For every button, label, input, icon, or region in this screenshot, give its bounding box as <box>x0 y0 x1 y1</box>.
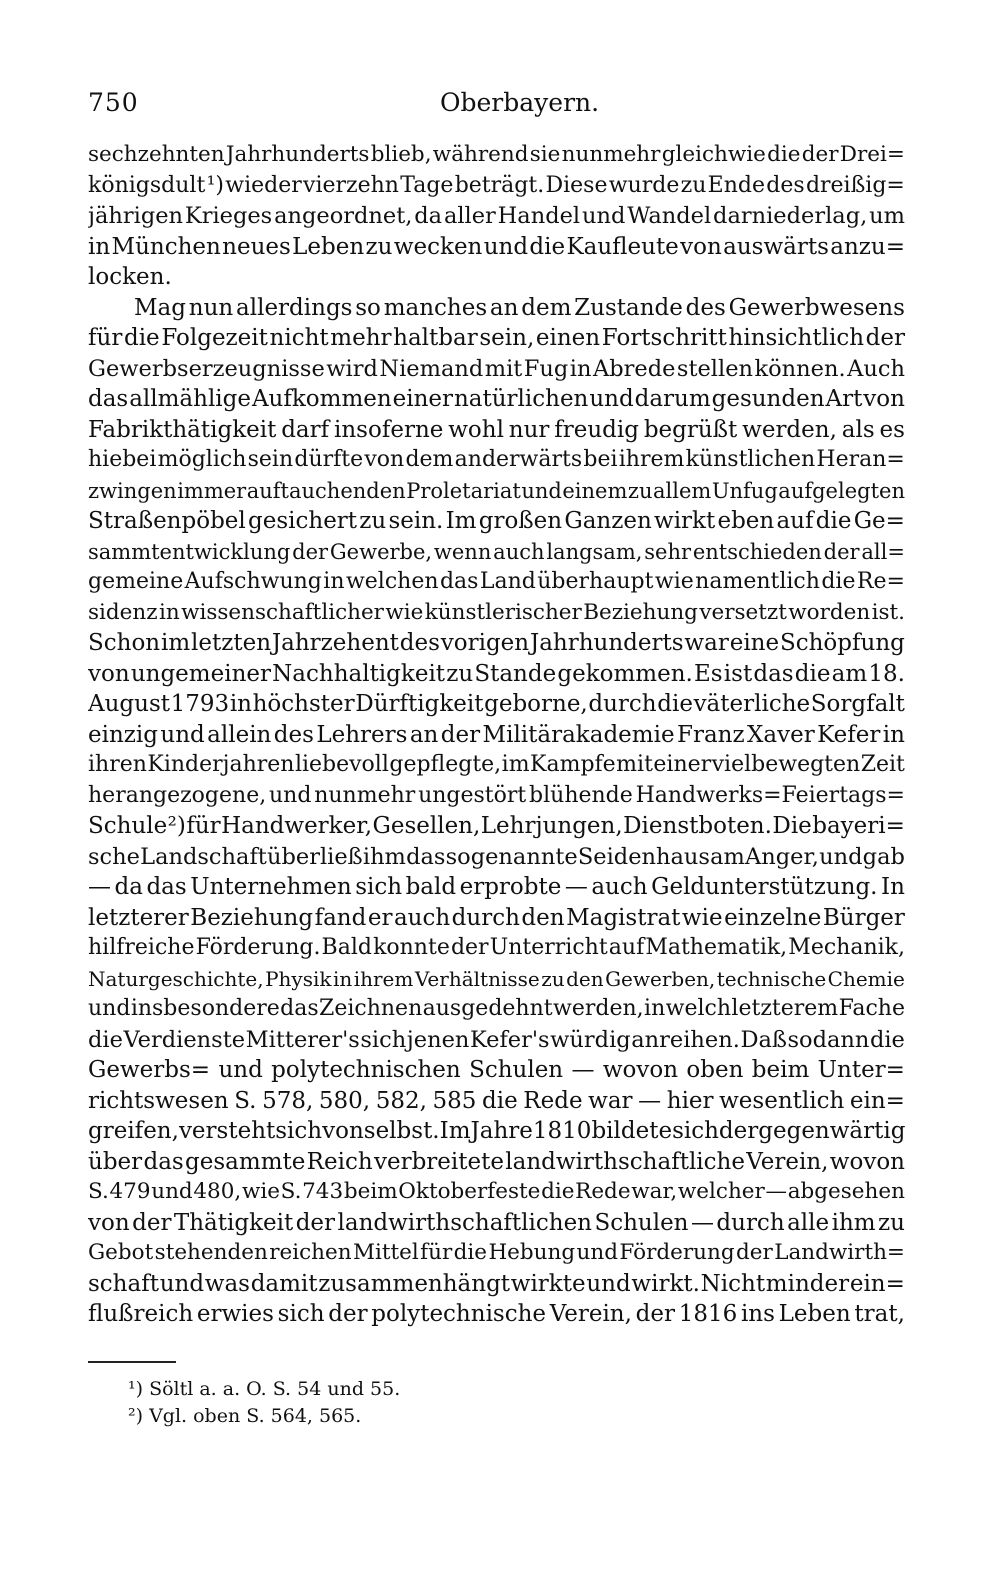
text-line: einzig und allein des Lehrers an der Militärakademie Franz Xaver Kefer in <box>88 721 905 748</box>
text-line: königsdult ¹) wieder vierzehn Tage beträgt. Diese wurde zu Ende des dreißig= <box>88 172 905 198</box>
text-line: herangezogene, und nunmehr ungestört blühende Handwerks=Feiertags= <box>88 782 905 808</box>
text-line: sidenz in wissenschaftlicher wie künstlerischer Beziehung versetzt worden ist. <box>88 599 905 625</box>
text-line: Straßenpöbel gesichert zu sein. Im großen Ganzen wirkt eben auf die Ge= <box>88 508 905 534</box>
text-line: die Verdienste Mitterer's sich jenen Kefer's würdig anreihen. Daß sodann die <box>88 1026 905 1053</box>
text-line: Schule ²) für Handwerker, Gesellen, Lehrjungen, Dienstboten. Die bayeri= <box>88 813 905 839</box>
text-line: Gewerbs= und polytechnischen Schulen — wovon oben beim Unter= <box>88 1057 905 1083</box>
page-number: 750 <box>88 88 139 117</box>
text-line: August 1793 in höchster Dürftigkeit geborne, durch die väterliche Sorgfalt <box>88 691 905 717</box>
running-head: Oberbayern. <box>440 88 600 117</box>
footnote-2: ²) Vgl. oben S. 564, 565. <box>128 1405 362 1427</box>
footnote-1: ¹) Söltl a. a. O. S. 54 und 55. <box>128 1378 401 1400</box>
text-line: von ungemeiner Nachhaltigkeit zu Stande gekommen. Es ist das die am 18. <box>88 660 905 687</box>
text-line: locken. <box>88 264 172 290</box>
text-line: ihren Kinderjahren liebevoll gepflegte, im Kampfe mit einer vielbewegten Zeit <box>88 752 905 777</box>
text-line: hilfreiche Förderung. Bald konnte der Unterricht auf Mathematik, Mechanik, <box>88 935 905 960</box>
text-line: in München neues Leben zu wecken und die Kaufleute von auswärts anzu= <box>88 233 905 260</box>
text-line: Gebot stehenden reichen Mittel für die Hebung und Förderung der Landwirth= <box>88 1240 905 1265</box>
text-line: über das gesammte Reich verbreitete landwirthschaftliche Verein, wovon <box>88 1148 905 1175</box>
text-line: sechzehnten Jahrhunderts blieb, während sie nunmehr gleichwie die der Drei= <box>88 142 905 167</box>
text-line: gemeine Aufschwung in welchen das Land überhaupt wie namentlich die Re= <box>88 569 905 594</box>
text-line: Mag nun allerdings so manches an dem Zustande des Gewerbwesens <box>134 294 905 321</box>
text-line: und insbesondere das Zeichnen ausgedehnt werden, in welch letzterem Fache <box>88 996 905 1021</box>
text-line: von der Thätigkeit der landwirthschaftlichen Schulen — durch alle ihm zu <box>88 1209 905 1236</box>
text-line: greifen, versteht sich von selbst. Im Jahre 1810 bildete sich der gegenwärtig <box>88 1118 905 1144</box>
footnote-rule <box>88 1361 176 1363</box>
text-line: — da das Unternehmen sich bald erprobte — auch Geldunterstützung. In <box>88 874 905 900</box>
text-line: richtswesen S. 578, 580, 582, 585 die Rede war — hier wesentlich ein= <box>88 1087 905 1114</box>
text-line: Schon im letzten Jahrzehent des vorigen Jahrhunderts war eine Schöpfung <box>88 630 905 656</box>
text-line: letzterer Beziehung fand er auch durch den Magistrat wie einzelne Bürger <box>88 904 905 931</box>
text-line: für die Folgezeit nicht mehr haltbar sein, einen Fortschritt hinsichtlich der <box>88 325 905 351</box>
text-line: sammtentwicklung der Gewerbe, wenn auch langsam, sehr entschieden der all= <box>88 539 905 564</box>
body-text <box>88 140 905 1330</box>
text-line: jährigen Krieges angeordnet, da aller Handel und Wandel darniederlag, um <box>88 203 905 229</box>
text-line: Naturgeschichte, Physik in ihrem Verhältnisse zu den Gewerben, technische Chemie <box>88 966 905 991</box>
text-line: sche Landschaft überließ ihm das sogenannte Seidenhaus am Anger, und gab <box>88 843 905 870</box>
text-line: das allmählige Aufkommen einer natürlichen und darum gesunden Art von <box>88 386 905 412</box>
text-line: flußreich erwies sich der polytechnische Verein, der 1816 ins Leben trat, <box>88 1301 905 1327</box>
text-line: hiebei möglich sein dürfte von dem anderwärts bei ihrem künstlichen Heran= <box>88 447 905 472</box>
text-line: schaft und was damit zusammenhängt wirkte und wirkt. Nicht minder ein= <box>88 1270 905 1297</box>
text-line: Fabrikthätigkeit darf insoferne wohl nur freudig begrüßt werden, als es <box>88 416 905 443</box>
text-line: Gewerbserzeugnisse wird Niemand mit Fug in Abrede stellen können. Auch <box>88 355 905 382</box>
text-line: zwingen immer auftauchenden Proletariat und einem zu allem Unfug aufgelegten <box>88 478 905 503</box>
footnotes <box>128 1376 400 1430</box>
text-line: S. 479 und 480, wie S. 743 beim Oktoberfeste die Rede war, welcher — abgesehen <box>88 1179 905 1204</box>
